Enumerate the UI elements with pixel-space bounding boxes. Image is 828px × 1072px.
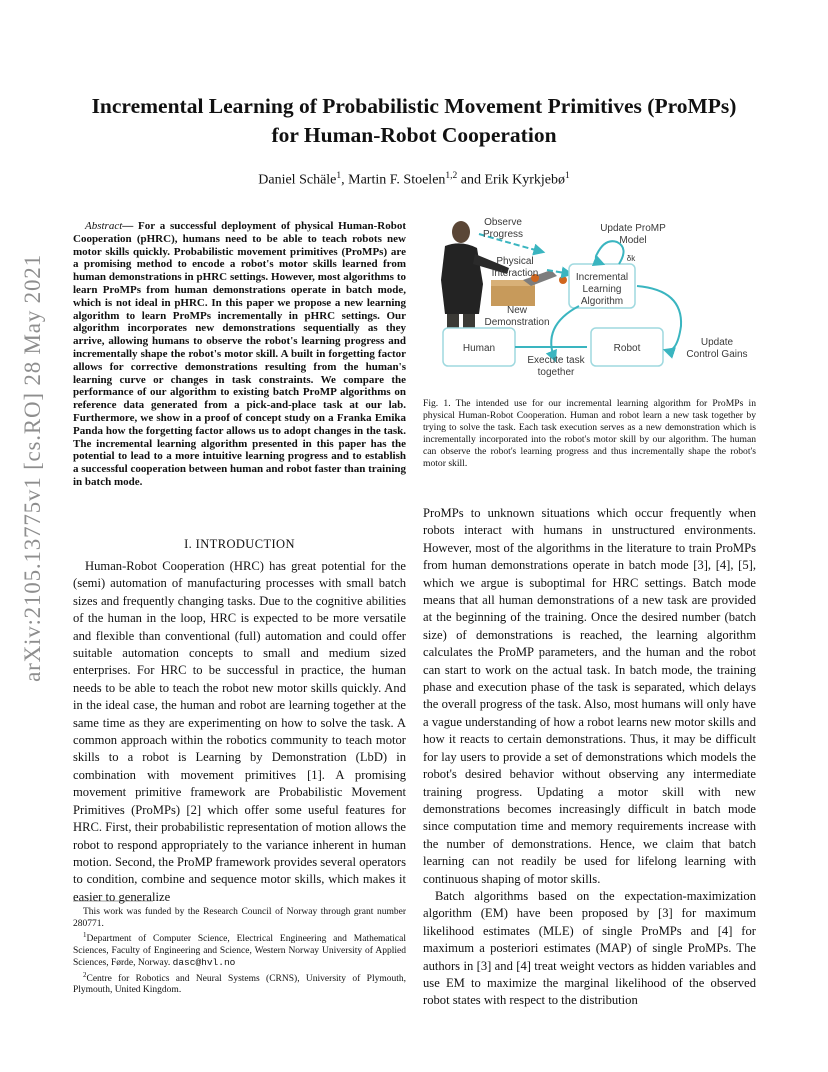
robot-gripper <box>559 276 567 284</box>
author-2-affiliation: 1,2 <box>445 171 458 181</box>
learning-box-line-2: Learning <box>582 284 622 295</box>
arxiv-identifier: arXiv:2105.13775v1 [cs.RO] 28 May 2021 <box>20 254 45 682</box>
author-list: Daniel Schäle$^1$, Martin F. Stoelen$^{1,2}$ and Erik Kyrkjebø$^1$ <box>258 171 570 188</box>
cardboard-box <box>491 284 535 306</box>
right-paragraph-2: Batch algorithms based on the expectation-maximization algorithm (EM) have been proposed by [3] for maximum likelihood estimates (MLE) of single ProMPs and [4] for maximum a posteriori estimates (MAP) of single ProMPs. The authors in [3] and [4] treat weight vectors as hidden variables and use EM to maximize the marginal likelihood of the observed robot states with respect to the distribution <box>423 888 756 1008</box>
figure-caption: Fig. 1. The intended use for our incremental learning algorithm for ProMPs in physical Human-Robot Cooperation. Human and robot learn a new task together by trying to solve the task. Each task execution serves as a new demonstration which is incrementally incorporated into the robot's motor skill by our algorithm. The human can observe the robot's learning progress and thus incrementally shape the robot's motor skill. <box>423 398 756 469</box>
human-box-label: Human <box>462 343 496 354</box>
author-conjunction: and <box>460 172 481 188</box>
learning-box-line-1: Incremental <box>575 272 629 283</box>
title-line-2: for Human-Robot Cooperation <box>271 123 557 147</box>
robot-box-label: Robot <box>613 343 641 354</box>
right-column-text <box>423 505 756 1010</box>
affiliation-1-mark: 1 <box>83 931 87 939</box>
demonstration-label: Demonstration <box>484 317 550 328</box>
person-leg <box>447 314 459 328</box>
affiliation-2-text: Centre for Robotics and Neural Systems (CRNS), University of Plymouth, Plymouth, United Kingdom. <box>73 973 406 996</box>
update-promp-label: Update ProMP <box>600 223 666 234</box>
author-2: Martin F. Stoelen <box>348 172 446 188</box>
footnotes <box>73 907 406 997</box>
physical-label: Physical <box>496 256 534 267</box>
figure-1 <box>423 214 759 386</box>
paper-title <box>60 92 768 150</box>
section-heading-introduction: I. INTRODUCTION <box>184 537 295 551</box>
abstract-label: Abstract <box>85 220 123 232</box>
author-1-affiliation: 1 <box>336 171 342 181</box>
progress-label: Progress <box>482 229 524 240</box>
footnote-rule <box>73 900 406 902</box>
introduction-paragraph: Human-Robot Cooperation (HRC) has great potential for the (semi) automation of manufacturing processes with small batch sizes and frequently changing tasks. Due to the cognitive abilities of the human in the loop, HRC is expected to be more versatile and flexible than conventional (full) automation and could offer suitable automation concepts to small and medium sized enterprises. For HRC to be successful in practice, the human needs to be able to teach the robot new motor skills quickly. And in the ideal case, the human and robot are learning together at the same time as they are experimenting on how to solve the task. A common approach within the robotics community to teach motor skills to a robot is Learning by Demonstration (LbD) in combination with movement primitives [1]. A promising movement primitive framework are Probabilistic Movement Primitives (ProMPs) [2] which offer some useful features for HRC. First, their probabilistic representation of motion allows the robot to respond appropriately to the variance inherent in human motion. Second, the ProMP framework provides several operators to condition, combine and sequence motor skills, which makes it easier to generalize <box>73 559 406 904</box>
interaction-label: Interaction <box>491 268 539 279</box>
abstract <box>73 220 406 489</box>
author-3: Erik Kyrkjebø <box>484 172 565 188</box>
person-head <box>452 221 470 243</box>
affiliation-2-mark: 2 <box>83 970 87 979</box>
execute-label: Execute task <box>527 355 585 366</box>
funding-note: This work was funded by the Research Council of Norway through grant number 280771. <box>73 907 406 929</box>
control-gains-label: Control Gains <box>686 349 748 360</box>
model-label: Model <box>619 235 647 246</box>
author-email[interactable]: dasc@hvl.no <box>172 957 236 969</box>
affiliation-2 <box>73 970 406 997</box>
abstract-text: — For a successful deployment of physical Human-Robot Cooperation (pHRC), humans need to be able to teach robots new motor skills quickly. Probabilistic movement primitives (ProMPs) are a promising method to encode a robot's motor skills learned from human demonstrations in pHRC settings. However, most algorithms to learn ProMPs from human demonstrations operate in batch mode, which is not ideal in pHRC. In this paper we propose a new learning algorithm to learn ProMPs incrementally in pHRC settings. Our algorithm incorporates new demonstrations sequentially as they arrive, allowing humans to observe the robot's learning progress and incrementally shape the robot's motor skill. A built in forgetting factor allows for corrective demonstrations resulting from the human's learning curve or changes in task constraints. We compare the performance of our algorithm to existing batch ProMP algorithms on reference data generated from a pick-and-place task at our lab. Furthermore, we show in a proof of concept study on a Franka Emika Panda how the forgetting factor allows us to adopt changes in the task. The incremental learning algorithm presented in this paper has the potential to lead to a more intuitive learning progress and to establish a successful cooperation between human and robot faster than training in batch mode. <box>73 220 406 488</box>
author-3-affiliation: 1 <box>564 171 570 181</box>
together-label: together <box>537 367 575 378</box>
update-gains-label: Update <box>700 337 734 348</box>
affiliation-1-text: Department of Computer Science, Electrical Engineering and Mathematical Sciences, Faculty of Engineering and Science, Western Norway University of Applied Sciences, Førde, Norway. <box>73 934 406 969</box>
person-leg <box>463 314 475 328</box>
learning-box-line-3: Algorithm <box>580 296 624 307</box>
right-paragraph-1: ProMPs to unknown situations which occur frequently when robots interact with humans in unstructured environments. However, most of the algorithms in the literature to train ProMPs from human demonstrations operate in batch mode [3], [4], [5], which we argue is suboptimal for HRC settings. Batch mode means that all human demonstrations of a new task are provided at the beginning of the training. Once the desired number (batch size) of demonstrations is reached, the learning algorithm calculates the ProMP parameters, and the human and the robot can start to work on the actual task. In batch mode, the training phase and execution phase of the task is separated, which delays the overall progress of the task. Also, most humans will only have a vague understanding of how a robot learns new motor skills and how it reacts to certain demonstrations. Thus, it may be difficult for lay users to provide a set of demonstrations which models the robot's desired behavior without observing any intermediate training progress. Updating a motor skill with new demonstrations becomes increasingly difficult in batch mode since computation time and memory requirements increase with the number of demonstrations. Hence, we claim that batch learning can not readily be used for lifelong learning with continuous shaping of motor skills. <box>423 506 756 886</box>
demonstration-arrow <box>551 306 579 360</box>
title-line-1: Incremental Learning of Probabilistic Movement Primitives (ProMPs) <box>91 94 737 118</box>
author-1: Daniel Schäle <box>258 172 337 188</box>
person-body <box>441 243 483 314</box>
learning-cycle-diagram <box>423 214 759 386</box>
observe-label: Observe <box>484 217 522 228</box>
new-label: New <box>506 305 528 316</box>
delta-label: δk <box>626 254 636 263</box>
affiliation-1 <box>73 930 406 970</box>
